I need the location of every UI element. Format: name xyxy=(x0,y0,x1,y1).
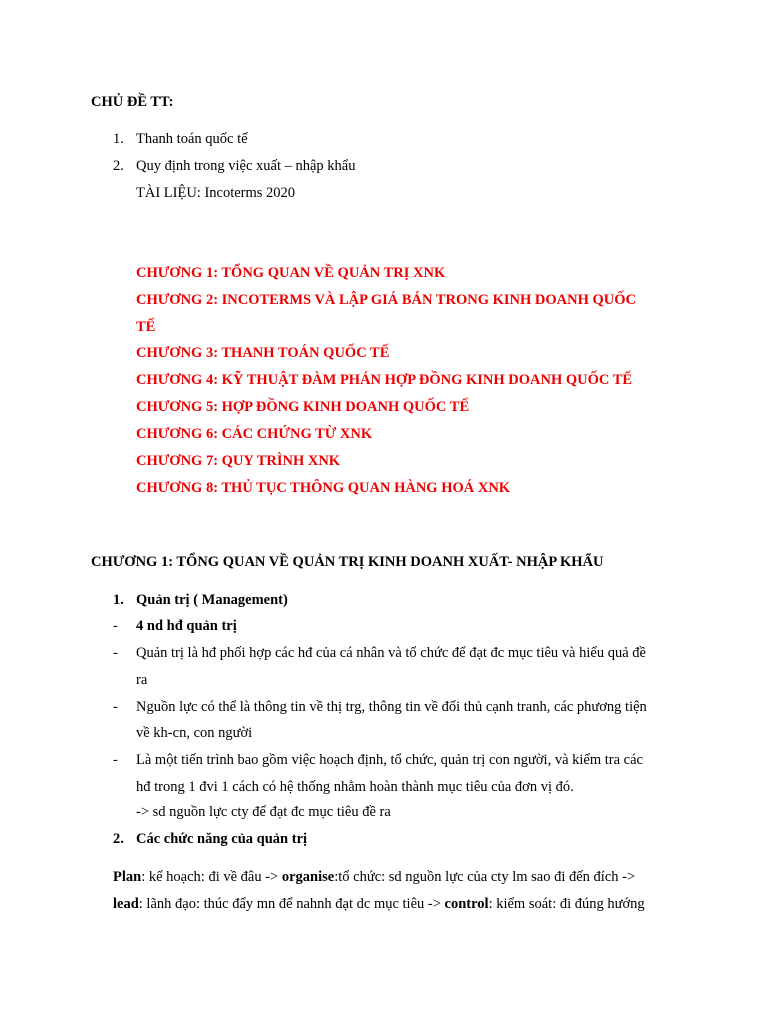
subsection-title-1: Quản trị ( Management) xyxy=(136,592,288,608)
lead-term: lead xyxy=(113,896,139,912)
topic-number-2: 2. xyxy=(113,158,124,174)
bullet-dash: - xyxy=(113,618,118,634)
topic-number-1: 1. xyxy=(113,131,124,147)
organise-desc: :tổ chức: sd nguồn lực của cty lm sao đi đến đích -> xyxy=(334,869,636,885)
bullet-item-continued: -> sd nguồn lực cty để đạt đc mục tiêu đề ra xyxy=(136,804,391,820)
control-desc: : kiểm soát: đi đúng hướng xyxy=(488,896,645,912)
subsection-number-2: 2. xyxy=(113,831,124,847)
chapter-title: CHƯƠNG 7: QUY TRÌNH XNK xyxy=(136,453,341,469)
section-heading: CHƯƠNG 1: TỔNG QUAN VỀ QUẢN TRỊ KINH DOANH XUẤT- NHẬP KHẨU xyxy=(91,554,604,570)
bullet-item-continued: về kh-cn, con người xyxy=(136,725,253,741)
chapter-title: CHƯƠNG 4: KỸ THUẬT ĐÀM PHÁN HỢP ĐỒNG KINH DOANH QUỐC TẾ xyxy=(136,372,633,388)
bullet-dash: - xyxy=(113,645,118,661)
chapter-title: CHƯƠNG 6: CÁC CHỨNG TỪ XNK xyxy=(136,426,373,442)
topic-item-2: Quy định trong việc xuất – nhập khẩu xyxy=(136,158,356,174)
bullet-item-continued: ra xyxy=(136,672,148,688)
lead-desc: : lãnh đạo: thúc đẩy mn để nahnh đạt dc mục tiêu -> xyxy=(138,896,445,912)
topic-heading: CHỦ ĐỀ TT: xyxy=(91,94,174,110)
organise-term: organise xyxy=(281,869,335,885)
subsection-title-2: Các chức năng của quản trị xyxy=(136,831,308,847)
bullet-item: Quản trị là hđ phối hợp các hđ của cá nhân và tổ chức để đạt đc mục tiêu và hiểu quả đề xyxy=(136,645,646,661)
functions-line-2 xyxy=(113,895,645,913)
bullet-item-continued: hđ trong 1 đvi 1 cách có hệ thống nhằm hoàn thành mục tiêu của đơn vị đó. xyxy=(136,779,574,795)
bullet-item: Là một tiến trình bao gồm việc hoạch định, tổ chức, quản trị con người, và kiểm tra các xyxy=(136,752,643,768)
chapter-title: CHƯƠNG 2: INCOTERMS VÀ LẬP GIÁ BÁN TRONG KINH DOANH QUỐC xyxy=(136,292,637,308)
chapter-title: CHƯƠNG 1: TỔNG QUAN VỀ QUẢN TRỊ XNK xyxy=(136,265,446,281)
subsection-number-1: 1. xyxy=(113,592,124,608)
plan-term: Plan xyxy=(113,869,142,885)
chapter-title: CHƯƠNG 8: THỦ TỤC THÔNG QUAN HÀNG HOÁ XNK xyxy=(136,480,511,496)
chapter-title: TẾ xyxy=(136,319,156,335)
bullet-item: Nguồn lực có thể là thông tin về thị trg, thông tin về đối thủ cạnh tranh, các phương tiện xyxy=(136,699,647,715)
functions-line-1 xyxy=(113,868,635,886)
chapter-title: CHƯƠNG 3: THANH TOÁN QUỐC TẾ xyxy=(136,345,390,361)
bullet-dash: - xyxy=(113,752,118,768)
plan-desc: : kế hoạch: đi về đâu -> xyxy=(141,869,282,885)
chapter-title: CHƯƠNG 5: HỢP ĐỒNG KINH DOANH QUỐC TẾ xyxy=(136,399,470,415)
bullet-item: 4 nd hđ quản trị xyxy=(136,618,237,634)
material-line: TÀI LIỆU: Incoterms 2020 xyxy=(136,185,296,201)
bullet-dash: - xyxy=(113,699,118,715)
topic-item-1: Thanh toán quốc tế xyxy=(136,131,248,147)
control-term: control xyxy=(444,896,489,912)
